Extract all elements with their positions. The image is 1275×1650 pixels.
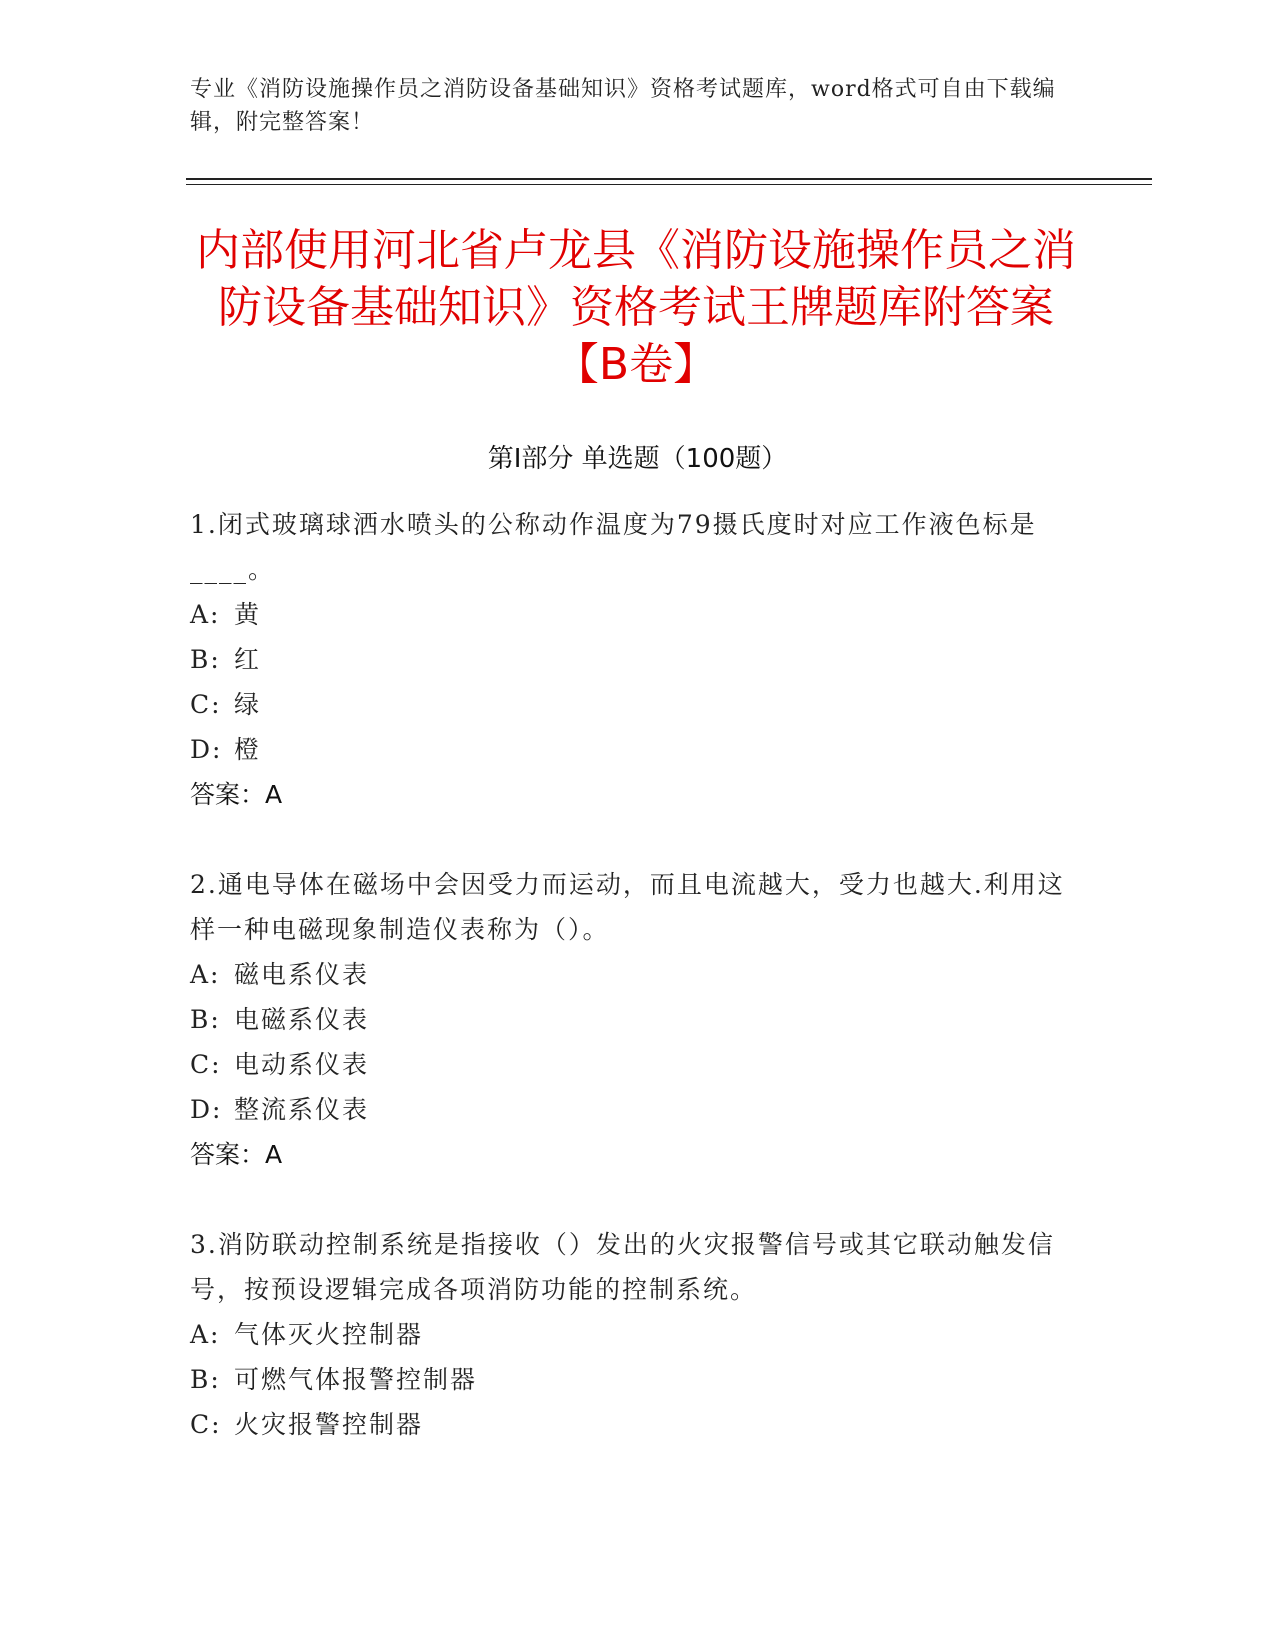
option-a bbox=[190, 952, 1090, 997]
option-letter: B: bbox=[190, 645, 221, 674]
option-text: 整流系仪表 bbox=[234, 1095, 370, 1124]
section-heading: 第I部分 单选题（100题） bbox=[487, 444, 788, 474]
option-c bbox=[190, 1042, 1090, 1087]
option-text: 红 bbox=[234, 645, 262, 674]
answer-line: 答案：A bbox=[190, 1140, 283, 1169]
option-text: 电磁系仪表 bbox=[234, 1005, 370, 1034]
option-text: 绿 bbox=[234, 690, 262, 719]
option-d bbox=[190, 1087, 1090, 1132]
option-d bbox=[190, 727, 1090, 772]
option-letter: C: bbox=[190, 1050, 222, 1079]
header-note: 专业《消防设施操作员之消防设备基础知识》资格考试题库，word格式可自由下载编辑，附完整答案！ bbox=[190, 77, 1056, 135]
option-text: 电动系仪表 bbox=[234, 1050, 370, 1079]
option-letter: D: bbox=[190, 735, 223, 764]
option-a bbox=[190, 1312, 1090, 1357]
option-letter: C: bbox=[190, 690, 222, 719]
question-text: 3.消防联动控制系统是指接收（）发出的火灾报警信号或其它联动触发信号，按预设逻辑完成各项消防功能的控制系统。 bbox=[190, 1230, 1055, 1304]
option-letter: A: bbox=[190, 960, 221, 989]
option-letter: B: bbox=[190, 1365, 221, 1394]
header-rule-thin bbox=[186, 184, 1152, 185]
option-letter: A: bbox=[190, 1320, 221, 1349]
question-text: 1.闭式玻璃球洒水喷头的公称动作温度为79摄氏度时对应工作液色标是____。 bbox=[190, 510, 1037, 584]
option-letter: A: bbox=[190, 600, 221, 629]
question-2 bbox=[190, 862, 1090, 1177]
option-text: 磁电系仪表 bbox=[234, 960, 370, 989]
document-title: 内部使用河北省卢龙县《消防设施操作员之消防设备基础知识》资格考试王牌题库附答案【B卷】 bbox=[196, 225, 1076, 390]
option-letter: B: bbox=[190, 1005, 221, 1034]
option-a bbox=[190, 592, 1090, 637]
option-letter: C: bbox=[190, 1410, 222, 1439]
option-c bbox=[190, 1402, 1090, 1447]
header-rule-thick bbox=[186, 178, 1152, 180]
option-b bbox=[190, 997, 1090, 1042]
option-b bbox=[190, 1357, 1090, 1402]
option-letter: D: bbox=[190, 1095, 223, 1124]
option-text: 可燃气体报警控制器 bbox=[234, 1365, 478, 1394]
option-c bbox=[190, 682, 1090, 727]
option-b bbox=[190, 637, 1090, 682]
option-text: 橙 bbox=[234, 735, 262, 764]
option-text: 黄 bbox=[234, 600, 262, 629]
question-1 bbox=[190, 502, 1090, 817]
option-text: 气体灭火控制器 bbox=[234, 1320, 424, 1349]
question-text: 2.通电导体在磁场中会因受力而运动，而且电流越大，受力也越大.利用这样一种电磁现象制造仪表称为（）。 bbox=[190, 870, 1065, 944]
answer-line: 答案：A bbox=[190, 780, 283, 809]
option-text: 火灾报警控制器 bbox=[234, 1410, 424, 1439]
question-3 bbox=[190, 1222, 1090, 1447]
